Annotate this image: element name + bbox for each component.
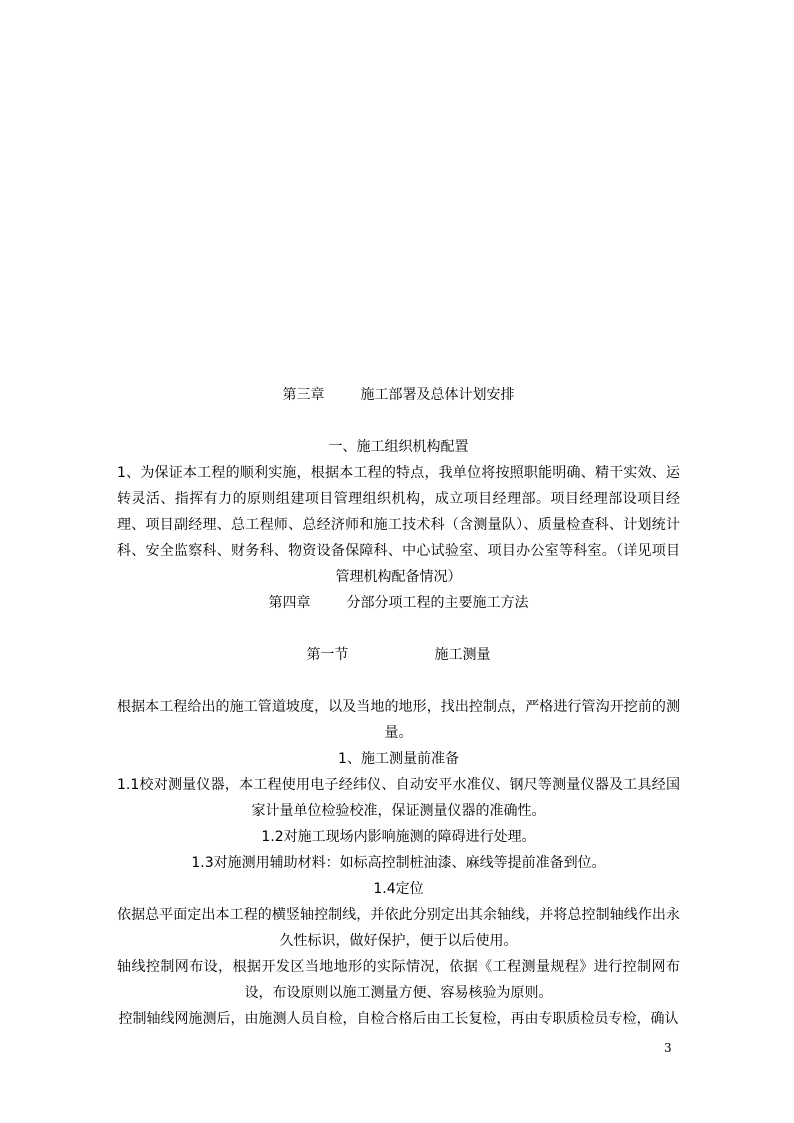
item-1-4-heading: 1.4定位 — [373, 881, 424, 897]
section-1-paragraph: 1、为保证本工程的顺利实施，根据本工程的特点，我单位将按照职能明确、精干实效、运转灵活、指挥有力的原则组建项目管理组织机构，成立项目经理部。项目经理部设项目经理、项目副经理、总工程师、总经济师和施工技术科（含测量队）、质量检查科、计划统计科、安全监察科、财务科、物资设备保障科、中心试验室、项目办公室等科室。（详见项目管理机构配备情况） — [117, 465, 680, 585]
chapter-4-heading — [117, 590, 680, 616]
positioning-paragraph-2: 轴线控制网布设，根据开发区当地地形的实际情况，依据《工程测量规程》进行控制网布设，布设原则以施工测量方便、容易核验为原则。 — [117, 959, 680, 1001]
section-first-heading — [117, 642, 680, 668]
page-content — [117, 382, 680, 1032]
section-first-title: 施工测量 — [434, 647, 491, 663]
chapter-3-title: 施工部署及总体计划安排 — [360, 387, 515, 403]
chapter-3-heading — [117, 382, 680, 408]
chapter-4-title: 分部分项工程的主要施工方法 — [346, 595, 529, 611]
positioning-paragraph-3: 控制轴线网施测后，由施测人员自检，自检合格后由工长复检，再由专职质检员专检，确认 — [118, 1011, 679, 1027]
item-1-2: 1.2对施工现场内影响施测的障碍进行处理。 — [261, 829, 536, 845]
positioning-paragraph-1: 依据总平面定出本工程的横竖轴控制线，并依此分别定出其余轴线，并将总控制轴线作出永久性标识，做好保护，便于以后使用。 — [117, 907, 680, 949]
survey-intro-paragraph: 根据本工程给出的施工管道坡度，以及当地的地形，找出控制点，严格进行管沟开挖前的测量。 — [117, 699, 680, 741]
item-1-3: 1.3对施测用辅助材料：如标高控制桩油漆、麻线等提前准备到位。 — [191, 855, 606, 871]
chapter-4-label: 第四章 — [268, 595, 311, 611]
prep-heading: 1、施工测量前准备 — [338, 751, 459, 767]
section-first-label: 第一节 — [306, 647, 349, 663]
chapter-3-label: 第三章 — [282, 387, 325, 403]
item-1-1: 1.1校对测量仪器，本工程使用电子经纬仪、自动安平水准仪、钢尺等测量仪器及工具经国家计量单位检验校准，保证测量仪器的准确性。 — [117, 777, 680, 819]
section-1-heading: 一、施工组织机构配置 — [328, 439, 469, 455]
page-number: 3 — [664, 1041, 672, 1055]
